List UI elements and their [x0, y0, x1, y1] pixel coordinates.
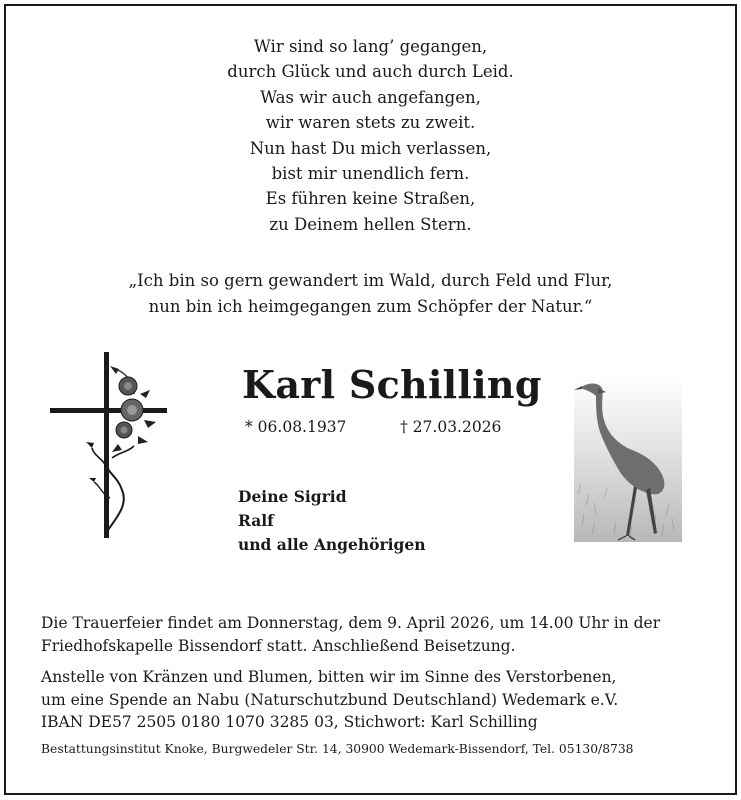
- poem-line: bist mir unendlich fern.: [271, 164, 470, 184]
- crane-bird-photo: [574, 376, 682, 542]
- donation-line: um eine Spende an Nabu (Naturschutzbund Deutschland) Wedemark e.V.: [41, 690, 619, 709]
- quote: [0, 268, 741, 320]
- poem: [0, 34, 741, 237]
- poem-line: wir waren stets zu zweit.: [265, 113, 476, 133]
- birth-date: * 06.08.1937: [245, 418, 347, 436]
- donation-line: Anstelle von Kränzen und Blumen, bitten wir im Sinne des Verstorbenen,: [41, 668, 617, 686]
- poem-line: Wir sind so lang’ gegangen,: [253, 37, 488, 56]
- donation-line: IBAN DE57 2505 0180 1070 3285 03, Stichwort: Karl Schilling: [41, 713, 538, 731]
- cross-with-roses-icon: [48, 348, 170, 540]
- mourner: und alle Angehörigen: [238, 535, 426, 554]
- poem-line: Es führen keine Straßen,: [265, 189, 476, 209]
- poem-line: Was wir auch angefangen,: [260, 87, 481, 107]
- death-date: † 27.03.2026: [400, 418, 502, 436]
- quote-line: nun bin ich heimgegangen zum Schöpfer der Natur.“: [148, 297, 593, 316]
- poem-line: durch Glück und auch durch Leid.: [227, 62, 514, 82]
- ceremony-line: Friedhofskapelle Bissendorf statt. Anschließend Beisetzung.: [41, 636, 516, 655]
- ceremony-line: Die Trauerfeier findet am Donnerstag, dem 9. April 2026, um 14.00 Uhr in der: [41, 614, 661, 632]
- quote-line: „Ich bin so gern gewandert im Wald, durch Feld und Flur,: [128, 271, 613, 290]
- mourners-list: [238, 485, 425, 557]
- deceased-name: Karl Schilling: [242, 362, 542, 407]
- poem-line: Nun hast Du mich verlassen,: [249, 138, 492, 158]
- funeral-home-footer: Bestattungsinstitut Knoke, Burgwedeler Str. 14, 30900 Wedemark-Bissendorf, Tel. 05130/8738: [41, 742, 634, 756]
- mourner: Deine Sigrid: [238, 487, 347, 506]
- mourner: Ralf: [238, 511, 274, 530]
- poem-line: zu Deinem hellen Stern.: [269, 214, 472, 234]
- funeral-details: [41, 612, 660, 734]
